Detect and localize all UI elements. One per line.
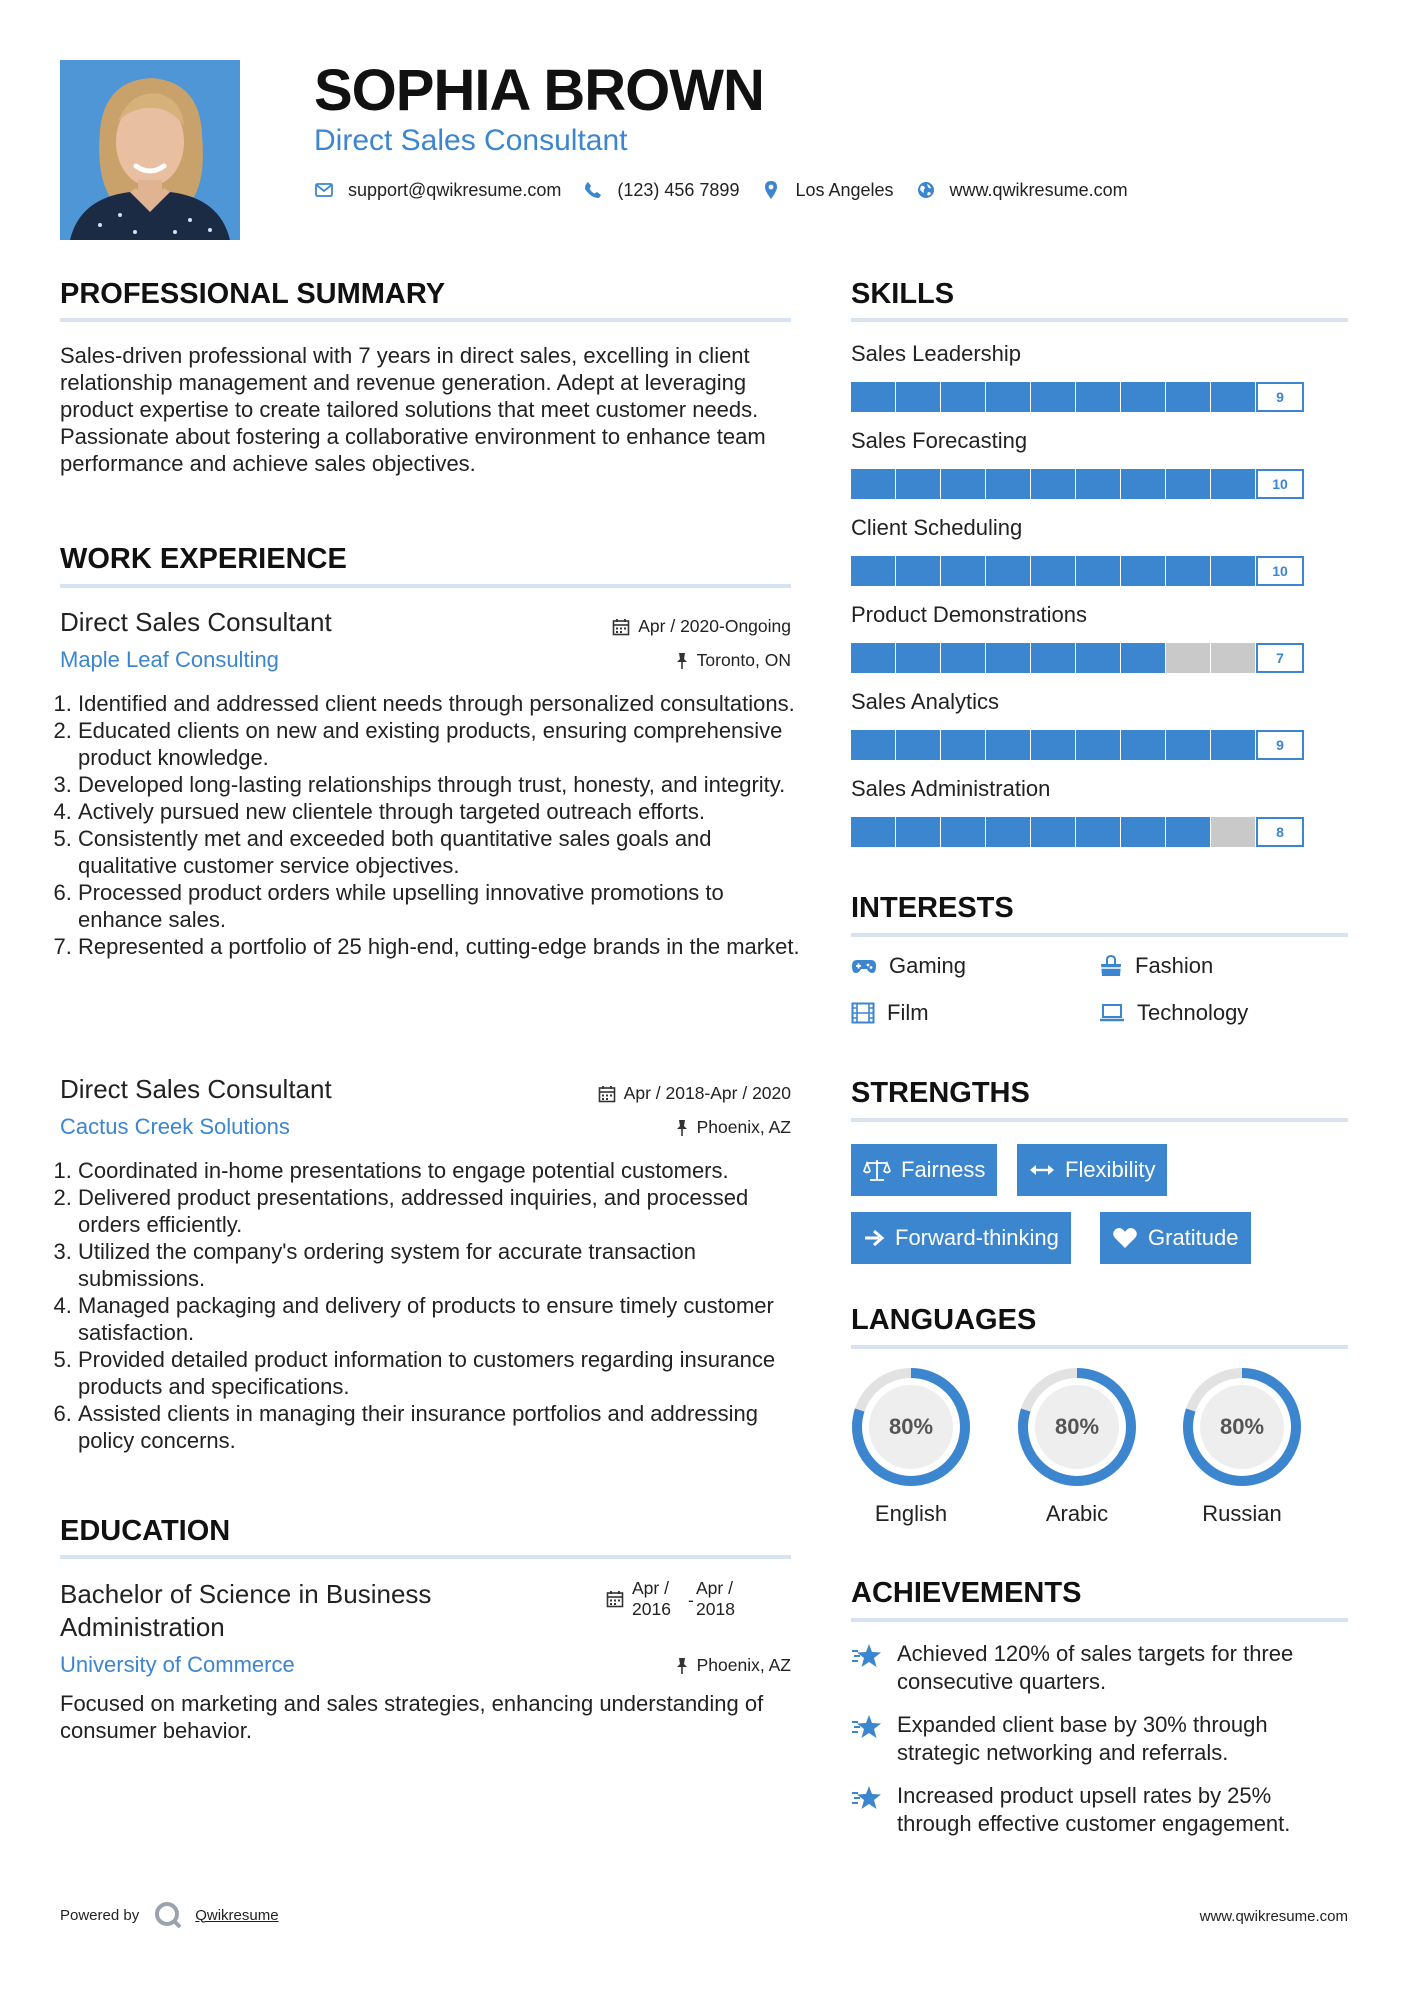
job-location-text: Phoenix, AZ	[696, 1117, 791, 1137]
qwikresume-link[interactable]: Qwikresume	[195, 1906, 279, 1924]
shopping-bag-icon	[1099, 954, 1123, 978]
pushpin-icon	[675, 1657, 689, 1675]
languages-heading: LANGUAGES	[851, 1304, 1037, 1336]
job-location	[675, 650, 791, 671]
skills-divider	[851, 318, 1348, 322]
contact-phone[interactable]: (123) 456 7899	[617, 179, 740, 200]
candidate-name: SOPHIA BROWN	[314, 58, 764, 123]
duty-item: 2. Delivered product presentations, addressed inquiries, and processed orders efficiently.	[78, 1184, 809, 1238]
skill-label: Client Scheduling	[851, 515, 1023, 540]
skill-segment-filled	[851, 382, 895, 412]
candidate-role: Direct Sales Consultant	[314, 124, 628, 157]
skill-label: Product Demonstrations	[851, 602, 1087, 627]
education-location-text: Phoenix, AZ	[696, 1655, 791, 1675]
skill-segment-filled	[1211, 730, 1255, 760]
education-description: Focused on marketing and sales strategies, enhancing understanding of consumer behavior.	[60, 1691, 764, 1743]
skill-segment-filled	[896, 382, 940, 412]
duty-item: 4. Managed packaging and delivery of products to ensure timely customer satisfaction.	[78, 1292, 809, 1346]
skill-bar	[851, 469, 1348, 499]
strength-chip	[851, 1144, 997, 1196]
skill-segment-filled	[1166, 382, 1210, 412]
strength-chip	[1100, 1212, 1251, 1264]
achievements-list	[851, 1640, 1348, 1853]
skill-label: Sales Administration	[851, 776, 1051, 801]
language-item	[1181, 1366, 1303, 1528]
skill-item	[851, 688, 1348, 775]
language-item	[850, 1366, 972, 1528]
skill-segment-filled	[851, 556, 895, 586]
strength-chip	[851, 1212, 1071, 1264]
language-name: Arabic	[1045, 1501, 1109, 1526]
skill-segment-filled	[1121, 817, 1165, 847]
calendar-icon	[598, 1085, 616, 1103]
map-pin-icon	[761, 180, 781, 200]
skill-segment-empty	[1166, 643, 1210, 673]
skill-segment-filled	[986, 730, 1030, 760]
strength-chip	[1017, 1144, 1167, 1196]
skill-segment-filled	[896, 556, 940, 586]
skill-segment-filled	[1166, 730, 1210, 760]
contact-location: Los Angeles	[795, 179, 894, 200]
skill-segment-filled	[1121, 469, 1165, 499]
skill-segment-empty	[1211, 643, 1255, 673]
skills-list	[851, 340, 1348, 862]
skill-segment-filled	[1076, 643, 1120, 673]
job-date-text: Apr / 2018-Apr / 2020	[623, 1083, 791, 1103]
summary-text: Sales-driven professional with 7 years in direct sales, excelling in client relationship management and revenue generation. Adept at leveraging product expertise to create tailored solutions that meet customer needs. Passionate about fostering a collaborative environment to enhance team performance and achieve sales objectives.	[60, 343, 766, 476]
education-date-separator: -	[688, 1590, 694, 1610]
company-name: Maple Leaf Consulting	[60, 647, 279, 672]
skill-segment-filled	[1121, 643, 1165, 673]
duty-item: 5. Provided detailed product information to customers regarding insurance products and specifications.	[78, 1346, 809, 1400]
skill-segment-filled	[1031, 730, 1075, 760]
skill-segment-filled	[941, 382, 985, 412]
achievements-divider	[851, 1618, 1348, 1622]
language-item	[1016, 1366, 1138, 1528]
star-badge-icon	[851, 1784, 883, 1812]
skill-segment-filled	[1076, 469, 1120, 499]
skill-segment-filled	[986, 643, 1030, 673]
language-name: English	[874, 1501, 948, 1526]
achievement-item	[851, 1711, 1348, 1782]
skill-score: 9	[1256, 382, 1304, 412]
education-divider	[60, 1555, 791, 1559]
skill-item	[851, 514, 1348, 601]
skill-item	[851, 601, 1348, 688]
skill-bar	[851, 382, 1348, 412]
summary-heading: PROFESSIONAL SUMMARY	[60, 278, 446, 310]
skill-bar	[851, 730, 1348, 760]
calendar-icon	[606, 1590, 624, 1608]
duty-item: 4. Actively pursued new clientele through targeted outreach efforts.	[78, 798, 809, 825]
skill-segment-filled	[851, 643, 895, 673]
language-percent: 80%	[888, 1414, 934, 1439]
duty-item: 5. Consistently met and exceeded both quantitative sales goals and qualitative customer service objectives.	[78, 825, 809, 879]
language-ring	[1181, 1366, 1303, 1488]
job-location	[675, 1117, 791, 1138]
strengths-divider	[851, 1118, 1348, 1122]
star-badge-icon	[851, 1642, 883, 1670]
achievement-text: Achieved 120% of sales targets for three consecutive quarters.	[897, 1641, 1294, 1694]
profile-photo	[60, 60, 240, 240]
duty-item: 3. Developed long-lasting relationships through trust, honesty, and integrity.	[78, 771, 809, 798]
interest-label: Film	[887, 1000, 929, 1025]
skill-segment-filled	[1166, 817, 1210, 847]
skill-segment-filled	[851, 730, 895, 760]
skill-segment-filled	[941, 469, 985, 499]
balance-scale-icon	[863, 1158, 891, 1182]
interest-item	[851, 1000, 929, 1026]
skill-segment-filled	[896, 643, 940, 673]
interest-label: Fashion	[1135, 953, 1214, 978]
strength-label: Gratitude	[1148, 1225, 1239, 1250]
interest-label: Technology	[1137, 1000, 1249, 1025]
skill-segment-filled	[851, 469, 895, 499]
strengths-heading: STRENGTHS	[851, 1077, 1030, 1109]
laptop-icon	[1099, 1003, 1125, 1023]
skill-segment-filled	[896, 817, 940, 847]
calendar-icon	[612, 618, 630, 636]
arrow-right-icon	[863, 1228, 885, 1248]
skill-segment-filled	[1121, 382, 1165, 412]
achievement-item	[851, 1640, 1348, 1711]
skill-segment-empty	[1211, 817, 1255, 847]
strength-label: Fairness	[901, 1157, 986, 1182]
language-percent: 80%	[1054, 1414, 1100, 1439]
achievement-text: Increased product upsell rates by 25% through effective customer engagement.	[897, 1783, 1291, 1836]
job-title: Direct Sales Consultant	[60, 1074, 332, 1104]
skill-item	[851, 427, 1348, 514]
skill-segment-filled	[896, 469, 940, 499]
experience-heading: WORK EXPERIENCE	[60, 543, 347, 575]
pushpin-icon	[675, 1119, 689, 1137]
skill-label: Sales Leadership	[851, 341, 1022, 366]
strength-label: Flexibility	[1065, 1157, 1156, 1182]
skill-segment-filled	[1031, 469, 1075, 499]
duty-item: 6. Processed product orders while upselling innovative promotions to enhance sales.	[78, 879, 809, 933]
footer-website[interactable]: www.qwikresume.com	[1199, 1908, 1348, 1925]
education-date-start: Apr / 2016	[632, 1578, 671, 1619]
languages-divider	[851, 1345, 1348, 1349]
summary-divider	[60, 318, 791, 322]
skill-score: 10	[1256, 556, 1304, 586]
skill-bar	[851, 556, 1348, 586]
achievement-text: Expanded client base by 30% through strategic networking and referrals.	[897, 1712, 1268, 1765]
arrows-horizontal-icon	[1029, 1162, 1055, 1178]
language-ring	[1016, 1366, 1138, 1488]
skill-segment-filled	[1121, 730, 1165, 760]
interest-item	[851, 953, 966, 979]
skill-segment-filled	[1211, 556, 1255, 586]
duty-item: 2. Educated clients on new and existing products, ensuring comprehensive product knowledge.	[78, 717, 809, 771]
skill-score: 8	[1256, 817, 1304, 847]
footer-powered	[60, 1900, 279, 1930]
skill-segment-filled	[941, 817, 985, 847]
skill-score: 10	[1256, 469, 1304, 499]
skill-item	[851, 775, 1348, 862]
education-heading: EDUCATION	[60, 1515, 231, 1547]
interests-heading: INTERESTS	[851, 892, 1014, 924]
achievements-heading: ACHIEVEMENTS	[851, 1577, 1082, 1609]
education-location	[675, 1655, 791, 1676]
language-ring	[850, 1366, 972, 1488]
skill-segment-filled	[1076, 817, 1120, 847]
skill-segment-filled	[986, 382, 1030, 412]
skill-segment-filled	[896, 730, 940, 760]
skill-segment-filled	[941, 730, 985, 760]
skill-label: Sales Forecasting	[851, 428, 1028, 453]
interests-divider	[851, 933, 1348, 937]
skill-item	[851, 340, 1348, 427]
job-title: Direct Sales Consultant	[60, 607, 332, 637]
skill-segment-filled	[941, 556, 985, 586]
skill-segment-filled	[986, 556, 1030, 586]
contact-email[interactable]: support@qwikresume.com	[348, 179, 562, 200]
interest-item	[1099, 953, 1213, 979]
duty-item: 7. Represented a portfolio of 25 high-end, cutting-edge brands in the market.	[78, 933, 809, 960]
job-date	[598, 1083, 791, 1104]
skill-segment-filled	[986, 469, 1030, 499]
film-icon	[851, 1002, 875, 1024]
skill-score: 7	[1256, 643, 1304, 673]
education-date	[606, 1578, 776, 1622]
skill-segment-filled	[941, 643, 985, 673]
interest-label: Gaming	[889, 953, 967, 978]
experience-divider	[60, 584, 791, 588]
skill-segment-filled	[1031, 643, 1075, 673]
skill-segment-filled	[851, 817, 895, 847]
duty-item: 1. Identified and addressed client needs through personalized consultations.	[78, 690, 809, 717]
language-percent: 80%	[1219, 1414, 1265, 1439]
skill-segment-filled	[1031, 556, 1075, 586]
job-location-text: Toronto, ON	[696, 650, 791, 670]
job-date	[612, 616, 791, 637]
contact-website[interactable]: www.qwikresume.com	[949, 179, 1128, 200]
skill-score: 9	[1256, 730, 1304, 760]
skill-segment-filled	[1211, 382, 1255, 412]
duty-item: 6. Assisted clients in managing their insurance portfolios and addressing policy concerns.	[78, 1400, 809, 1454]
star-badge-icon	[851, 1713, 883, 1741]
skill-bar	[851, 817, 1348, 847]
skill-segment-filled	[1121, 556, 1165, 586]
degree-title: Bachelor of Science in Business Administration	[60, 1579, 432, 1642]
skill-segment-filled	[1166, 469, 1210, 499]
skill-segment-filled	[1031, 817, 1075, 847]
skill-segment-filled	[986, 817, 1030, 847]
interest-item	[1099, 1000, 1248, 1026]
skill-segment-filled	[1031, 382, 1075, 412]
job-date-text: Apr / 2020-Ongoing	[638, 616, 791, 636]
phone-icon	[583, 180, 603, 200]
skills-heading: SKILLS	[851, 278, 955, 310]
strength-label: Forward-thinking	[895, 1225, 1059, 1250]
job-duties	[60, 1157, 809, 1454]
skill-segment-filled	[1076, 382, 1120, 412]
skill-segment-filled	[1166, 556, 1210, 586]
skill-segment-filled	[1076, 556, 1120, 586]
pushpin-icon	[675, 652, 689, 670]
school-name: University of Commerce	[60, 1652, 295, 1677]
job-duties	[60, 690, 809, 960]
skill-label: Sales Analytics	[851, 689, 999, 714]
skill-segment-filled	[1076, 730, 1120, 760]
envelope-icon	[314, 180, 334, 200]
duty-item: 1. Coordinated in-home presentations to engage potential customers.	[78, 1157, 809, 1184]
language-name: Russian	[1202, 1501, 1282, 1526]
achievement-item	[851, 1782, 1348, 1853]
heart-icon	[1112, 1227, 1138, 1249]
qwikresume-logo-icon	[153, 1900, 183, 1930]
gamepad-icon	[851, 957, 877, 975]
company-name: Cactus Creek Solutions	[60, 1114, 290, 1139]
skill-segment-filled	[1211, 469, 1255, 499]
contact-bar	[314, 176, 1150, 204]
duty-item: 3. Utilized the company's ordering system for accurate transaction submissions.	[78, 1238, 809, 1292]
powered-by-label: Powered by	[60, 1906, 140, 1924]
skill-bar	[851, 643, 1348, 673]
education-date-end: Apr / 2018	[696, 1578, 735, 1619]
globe-icon	[916, 180, 936, 200]
